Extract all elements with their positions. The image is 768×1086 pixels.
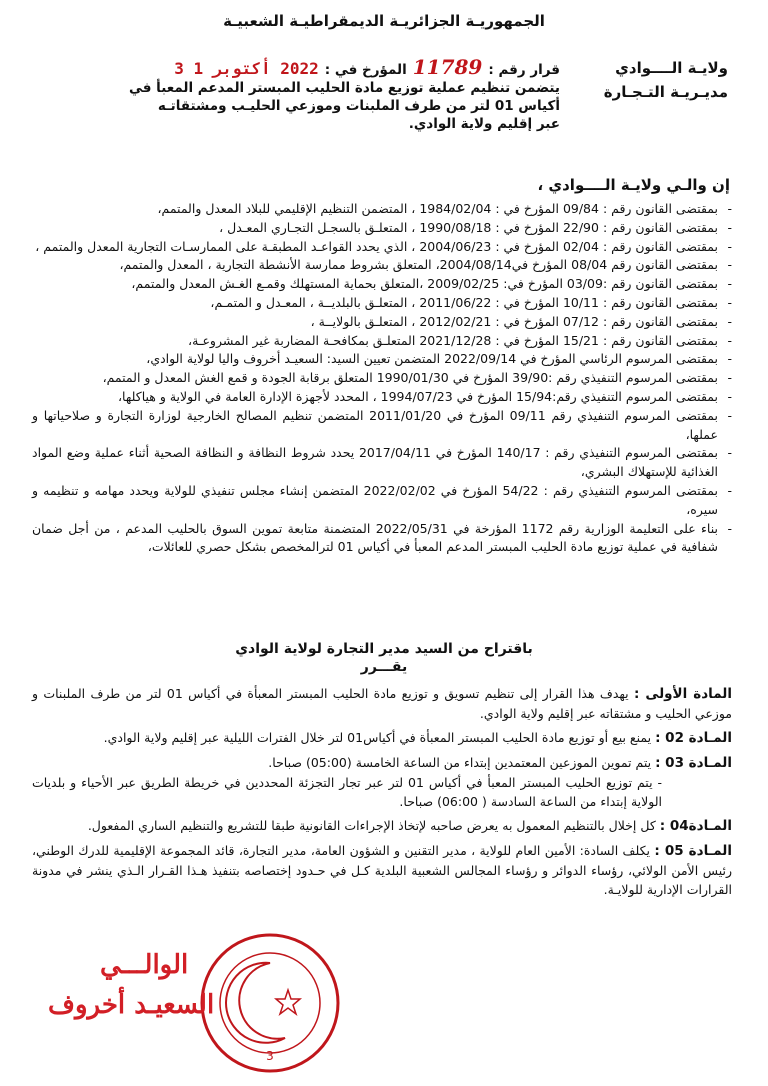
visa-item: - بمقتضى المرسوم التنفيذي رقم : 140/17 المؤرخ في 2017/04/11 يحدد شروط النظافة و النظافة الصحية أثناء عملية وضع المواد الغذائية للإستهلاك البشري، <box>32 444 732 482</box>
directorate-name: مديـريـة التـجـارة <box>603 83 728 101</box>
visa-item: - بمقتضى القانون رقم : 07/12 المؤرخ في : 2012/02/21 ، المتعلـق بالولايــة ، <box>32 313 732 332</box>
visa-item: - بمقتضى المرسوم التنفيذي رقم 09/11 المؤرخ في 2011/01/20 المتضمن تنظيم المصالح الخارجية لوزارة التجارة و صلاحياتها و عملها، <box>32 407 732 445</box>
article-subtext: - يتم توزيع الحليب المبستر المعبأ في أكياس 01 لتر عبر تجار التجزئة المحددين في خريطة الطريق عبر الأحياء و بلديات الولاية إبتداء من الساعة السادسة ( 06:00) صباحا. <box>32 775 662 809</box>
visa-item: - بمقتضى القانون رقم : 15/21 المؤرخ في : 2021/12/28 المتعلـق بمكافحـة المضاربة غير المشروعـة، <box>32 332 732 351</box>
proposal-line: باقتراح من السيد مدير التجارة لولاية الوادي <box>235 641 533 657</box>
decision-number: 11789 <box>412 55 483 79</box>
article-2 <box>32 728 732 748</box>
proposal-block <box>0 640 768 676</box>
signature-title: الوالـــي <box>100 950 189 980</box>
visa-item: - بمقتضى القانون رقم : 02/04 المؤرخ في : 2004/06/23 ، الذي يحدد القواعـد المطبقـة على الممارسـات التجارية المعدل والمتمم ، <box>32 238 732 257</box>
signature-area <box>20 920 400 1080</box>
visa-item: - بمقتضى المرسوم التنفيذي رقم :39/90 المؤرخ في 1990/01/30 المتعلق برقابة الجودة و قمع الغش المعدل و المتمم، <box>32 369 732 388</box>
article-text: يكلف السادة: الأمين العام للولاية ، مدير التقنين و الشؤون العامة، مدير التجارة، قائد المجموعة الإقليمية للدرك الوطني، رئيس الأمن الولائي، رؤساء الدوائر و رؤساء المجالس الشعبية البلدية كـل في حـدود إختصاصه بتنفيذ هـذا القـرار الـذي ينشر في مدونة القرارات الإدارية للولايـة. <box>32 843 732 897</box>
seal-number: 3 <box>266 1049 274 1063</box>
subject-line-3: عبر إقليم ولاية الوادي. <box>408 116 560 132</box>
date-stamp: 2022 أكتوبر 1 3 <box>174 59 319 78</box>
visa-item: - بمقتضى المرسوم الرئاسي المؤرخ في 2022/09/14 المتضمن تعيين السيد: السعيـد أخروف واليا لولاية الوادي، <box>32 350 732 369</box>
visa-item: - بمقتضى المرسوم التنفيذي رقم : 54/22 المؤرخ في 2022/02/02 المتضمن إنشاء مجلس تنفيذي للولاية ويحدد مهامه و تنظيمه و سيره، <box>32 482 732 520</box>
subject-line-1: يتضمن تنظيم عملية توزيع مادة الحليب المبستر المدعم المعبأ في <box>128 80 560 96</box>
article-label: المـادة 02 : <box>655 730 732 746</box>
republic-header: الجمهوريـة الجزائريـة الديمقراطيـة الشعبيـة <box>223 12 545 30</box>
visa-item: - بمقتضى القانون رقم : 10/11 المؤرخ في : 2011/06/22 ، المتعلـق بالبلديــة ، المعـدل و المتمـم، <box>32 294 732 313</box>
visa-item: - بمقتضى القانون رقم :03/09 المؤرخ في: 2009/02/25 ،المتعلق بحماية المستهلك وقمـع الغـش المعدل والمتمم، <box>32 275 732 294</box>
date-prefix: المؤرخ في : <box>324 62 407 78</box>
article-text: يتم تموين الموزعين المعتمدين إبتداء من الساعة الخامسة (05:00) صباحا. <box>268 755 652 770</box>
decision-ref-line <box>60 55 560 79</box>
decision-prefix: قرار رقم : <box>488 62 560 78</box>
article-text: يهدف هذا القرار إلى تنظيم تسويق و توزيع مادة الحليب المبستر المعبأة في أكياس 01 لتر من طرف الملبنات و موزعي الحليب و مشتقاته عبر إقليم ولاية الوادي. <box>32 686 732 721</box>
article-3 <box>32 753 732 811</box>
article-text: يمنع بيع أو توزيع مادة الحليب المبستر المعبأة في أكياس01 لتر خلال الفترات الليلية عبر إقليم ولاية الوادي. <box>103 730 652 745</box>
article-label: المادة الأولى : <box>633 686 732 702</box>
visa-item: - بمقتضى القانون رقم : 22/90 المؤرخ في : 1990/08/18 ، المتعلـق بالسجـل التجـاري المعـدل ، <box>32 219 732 238</box>
article-label: المـادة 03 : <box>655 755 732 771</box>
visas-list <box>32 200 732 557</box>
visa-item: - بمقتضى المرسوم التنفيذي رقم:15/94 المؤرخ في 1994/07/23 ، المحدد لأجهزة الإدارة العامة في الولاية و هياكلها، <box>32 388 732 407</box>
articles-section <box>32 684 732 904</box>
issuer-block <box>568 56 728 104</box>
article-4 <box>32 816 732 836</box>
decision-header <box>60 55 560 133</box>
subject-line-2: أكياس 01 لتر من طرف الملبنات وموزعي الحليـب ومشتقاتـه <box>157 98 560 114</box>
visa-item: - بناء على التعليمة الوزارية رقم 1172 المؤرخة في 2022/05/31 المتضمنة متابعة تموين السوق بالحليب المدعم ، من أجل ضمان شفافية في عملية توزيع مادة الحليب المبستر المدعم المعبأ في أكياس 01 لترالمخصص بشكل حصري للعائلات، <box>32 520 732 558</box>
wali-title: إن والـي ولايـة الــــوادي ، <box>537 176 730 194</box>
signature-name: السعيـد أخروف <box>48 990 215 1020</box>
decides-heading: يقـــرر <box>360 659 408 675</box>
article-text: كل إخلال بالتنظيم المعمول به يعرض صاحبه لإتخاذ الإجراءات القانونية طبقا للتشريع والتنظيم الساري المفعول. <box>87 818 656 833</box>
visa-item: - بمقتضى القانون رقم 08/04 المؤرخ في2004/08/14، المتعلق بشروط ممارسة الأنشطة التجارية ، المعدل والمتمم، <box>32 256 732 275</box>
article-1 <box>32 684 732 723</box>
wilaya-name: ولايـة الــــوادي <box>615 59 728 77</box>
article-label: المـادة 05 : <box>654 843 732 859</box>
article-5 <box>32 841 732 899</box>
article-label: المـادة04 : <box>659 818 732 834</box>
visa-item: - بمقتضى القانون رقم : 09/84 المؤرخ في : 1984/02/04 ، المتضمن التنظيم الإقليمي للبلاد المعدل والمتمم، <box>32 200 732 219</box>
